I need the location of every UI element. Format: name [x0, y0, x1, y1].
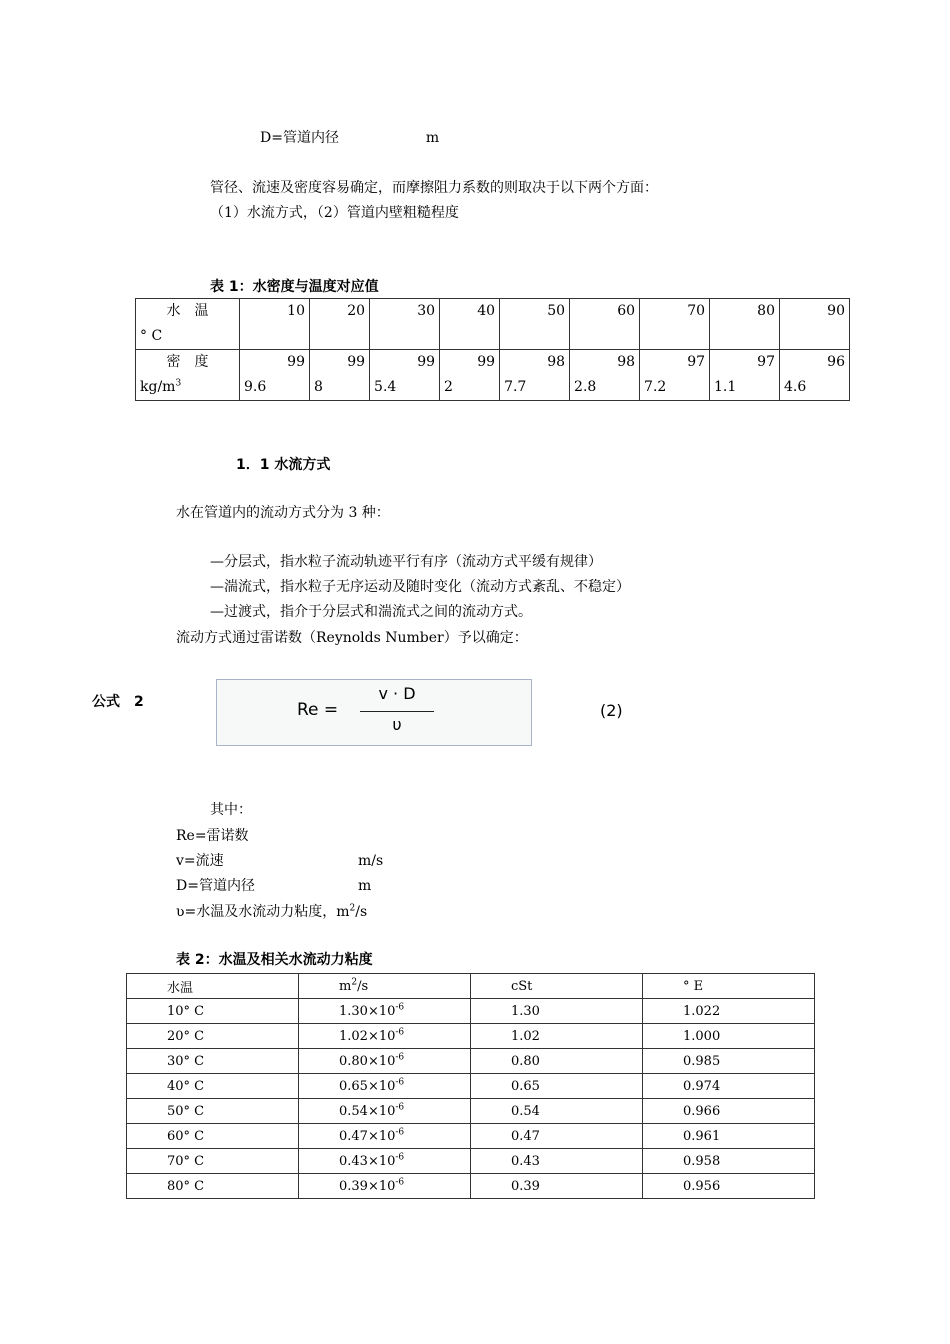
density-unit: $kg/m^3$: [140, 378, 182, 395]
temp-label: 水 温: [166, 303, 209, 319]
temp-cell: 10: [240, 299, 310, 350]
temp-cell: 20: [309, 299, 369, 350]
section-intro: 水在管道内的流动方式分为 3 种：: [176, 505, 390, 521]
density-cell: 97 7.2: [640, 350, 710, 401]
paragraph-1: 管径、流速及密度容易确定，而摩擦阻力系数的则取决于以下两个方面：: [210, 180, 658, 196]
section-closing: 流动方式通过雷诺数（Reynolds Number）予以确定：: [176, 630, 528, 646]
cell-ms: $0.80\times 10^{-6}$: [299, 1049, 471, 1074]
v-definition: v=流速 m/s: [176, 853, 384, 869]
density-cell: 99 5.4: [370, 350, 440, 401]
table-row: [127, 1024, 815, 1049]
temp-unit: ° C: [140, 328, 163, 344]
cell-temp: 10° C: [127, 999, 299, 1024]
cell-temp: 20° C: [127, 1024, 299, 1049]
density-table: [135, 298, 850, 401]
formula-denominator: υ: [392, 715, 402, 734]
density-cell: 99 8: [309, 350, 369, 401]
density-cell: 97 1.1: [710, 350, 780, 401]
cell-engler: 0.974: [643, 1074, 815, 1099]
table-row: [127, 1099, 815, 1124]
table2-caption: 表 2：水温及相关水流动力粘度: [176, 952, 373, 968]
density-cell: 96 4.6: [780, 350, 850, 401]
header-engler: ° E: [643, 974, 815, 999]
formula-lhs: Re =: [297, 700, 339, 720]
cell-ms: $0.43\times 10^{-6}$: [299, 1149, 471, 1174]
table-row: [127, 1149, 815, 1174]
cell-cst: 1.30: [471, 999, 643, 1024]
d-definition-top: [260, 128, 439, 148]
cell-temp: 70° C: [127, 1149, 299, 1174]
table-row: [127, 999, 815, 1024]
cell-ms: $1.30\times 10^{-6}$: [299, 999, 471, 1024]
section-heading: 1．1 水流方式: [236, 457, 331, 473]
d-label: D=管道内径: [260, 130, 339, 146]
cell-cst: 1.02: [471, 1024, 643, 1049]
paragraph-2: （1）水流方式，（2）管道内壁粗糙程度: [210, 205, 459, 221]
cell-engler: 0.956: [643, 1174, 815, 1199]
temp-cell: 70: [640, 299, 710, 350]
temp-cell: 40: [440, 299, 500, 350]
cell-engler: 0.966: [643, 1099, 815, 1124]
nu-definition: ʋ=水温及水流动力粘度，$m^2/s$: [176, 903, 368, 920]
cell-cst: 0.47: [471, 1124, 643, 1149]
cell-engler: 0.985: [643, 1049, 815, 1074]
density-cell: 98 7.7: [500, 350, 570, 401]
temp-cell: 50: [500, 299, 570, 350]
cell-engler: 1.022: [643, 999, 815, 1024]
cell-temp: 60° C: [127, 1124, 299, 1149]
cell-ms: $0.65\times 10^{-6}$: [299, 1074, 471, 1099]
list-item: —湍流式，指水粒子无序运动及随时变化（流动方式紊乱、不稳定）: [210, 579, 630, 595]
d-unit: m: [425, 130, 440, 146]
list-item: —分层式，指水粒子流动轨迹平行有序（流动方式平缓有规律）: [210, 554, 602, 570]
table-row: [127, 1124, 815, 1149]
cell-temp: 40° C: [127, 1074, 299, 1099]
re-definition: Re=雷诺数: [176, 828, 249, 844]
cell-cst: 0.80: [471, 1049, 643, 1074]
cell-cst: 0.54: [471, 1099, 643, 1124]
formula-label: 公式 2: [92, 694, 144, 710]
table-row: [127, 1049, 815, 1074]
header-cst: cSt: [471, 974, 643, 999]
where-title: 其中：: [210, 802, 252, 818]
density-label-cell: [136, 350, 240, 401]
cell-ms: $0.47\times 10^{-6}$: [299, 1124, 471, 1149]
cell-cst: 0.65: [471, 1074, 643, 1099]
cell-cst: 0.39: [471, 1174, 643, 1199]
cell-temp: 50° C: [127, 1099, 299, 1124]
table-row: [136, 299, 850, 350]
cell-cst: 0.43: [471, 1149, 643, 1174]
cell-engler: 0.961: [643, 1124, 815, 1149]
d-definition: D=管道内径 m: [176, 878, 372, 894]
temp-cell: 60: [570, 299, 640, 350]
temp-cell: 80: [710, 299, 780, 350]
fraction-bar: [360, 711, 434, 712]
cell-engler: 1.000: [643, 1024, 815, 1049]
header-ms: $m^2/s$: [299, 974, 471, 999]
table-row: [127, 1174, 815, 1199]
cell-engler: 0.958: [643, 1149, 815, 1174]
cell-temp: 30° C: [127, 1049, 299, 1074]
density-cell: 99 2: [440, 350, 500, 401]
temp-cell: 30: [370, 299, 440, 350]
list-item: —过渡式，指介于分层式和湍流式之间的流动方式。: [210, 604, 532, 620]
cell-temp: 80° C: [127, 1174, 299, 1199]
cell-ms: $0.54\times 10^{-6}$: [299, 1099, 471, 1124]
formula-image: [216, 679, 532, 746]
formula-numerator: v · D: [378, 684, 416, 703]
table-header-row: [127, 974, 815, 999]
temp-cell: 90: [780, 299, 850, 350]
density-cell: 99 9.6: [240, 350, 310, 401]
table-row: [127, 1074, 815, 1099]
cell-ms: $0.39\times 10^{-6}$: [299, 1174, 471, 1199]
density-cell: 98 2.8: [570, 350, 640, 401]
table-row: [136, 350, 850, 401]
viscosity-table: [126, 973, 815, 1199]
cell-ms: $1.02\times 10^{-6}$: [299, 1024, 471, 1049]
density-label: 密 度: [166, 354, 209, 370]
temp-label-cell: [136, 299, 240, 350]
formula-number: (2): [600, 701, 623, 720]
table1-caption: 表 1：水密度与温度对应值: [210, 279, 379, 295]
header-temp: 水温: [127, 974, 299, 999]
